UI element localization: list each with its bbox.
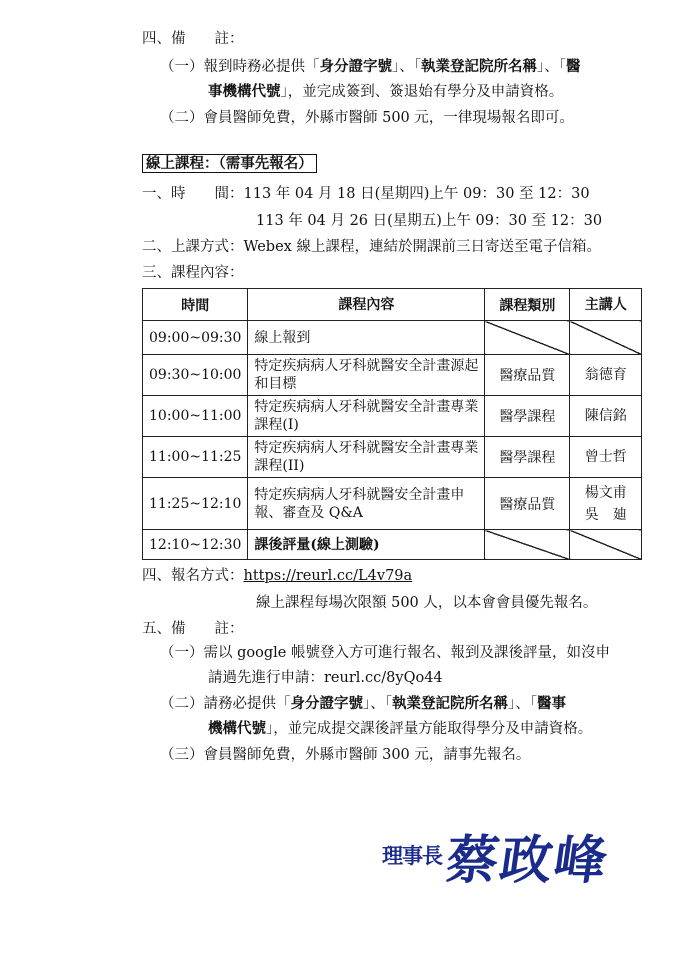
table-row bbox=[143, 396, 642, 437]
row-time: 09:00~09:30 bbox=[143, 321, 248, 355]
online-course-title: 線上課程：（需事先報名） bbox=[142, 154, 317, 174]
row-speaker-empty bbox=[570, 530, 642, 560]
speaker-name-1: 楊文甫 bbox=[584, 484, 627, 501]
row-content: 特定疾病病人牙科就醫安全計畫專業課程(II) bbox=[248, 437, 485, 478]
remark-item-2: （二）會員醫師免費，外縣市醫師 500 元，一律現場報名即可。 bbox=[160, 110, 574, 126]
signature-title: 理事長 bbox=[382, 843, 442, 868]
remark2-item-2-cont: 機構代號」，並完成提交課後評量方能取得學分及申請資格。 bbox=[208, 720, 593, 737]
speaker-name-2: 吳 廸 bbox=[584, 506, 627, 523]
signature-name: 蔡政峰 bbox=[442, 830, 613, 891]
header-speaker: 主講人 bbox=[570, 289, 642, 321]
table-header-row bbox=[143, 289, 642, 321]
row-content: 特定疾病病人牙科就醫安全計畫專業課程(I) bbox=[248, 396, 485, 437]
row-time: 11:25~12:10 bbox=[143, 478, 248, 530]
table-row bbox=[143, 530, 642, 560]
row-time: 09:30~10:00 bbox=[143, 355, 248, 396]
row-category: 醫學課程 bbox=[485, 396, 570, 437]
table-row bbox=[143, 478, 642, 530]
row-content: 課後評量(線上測驗) bbox=[248, 530, 485, 560]
row-speaker bbox=[570, 478, 642, 530]
remark-item-1-cont: 事機構代號」，並完成簽到、簽退始有學分及申請資格。 bbox=[208, 83, 564, 100]
table-row bbox=[143, 437, 642, 478]
row-speaker: 陳信銘 bbox=[570, 396, 642, 437]
header-time: 時間 bbox=[143, 289, 248, 321]
row-speaker: 曾士哲 bbox=[570, 437, 642, 478]
row-time: 10:00~11:00 bbox=[143, 396, 248, 437]
row-category: 醫學課程 bbox=[485, 437, 570, 478]
row-time: 12:10~12:30 bbox=[143, 530, 248, 560]
registration-link[interactable]: https://reurl.cc/L4v79a bbox=[243, 568, 413, 584]
row-speaker-empty bbox=[570, 321, 642, 355]
row-content: 特定疾病病人牙科就醫安全計畫申報、審查及 Q&A bbox=[248, 478, 485, 530]
course-table bbox=[142, 288, 642, 560]
header-content: 課程內容 bbox=[248, 289, 485, 321]
row-content: 特定疾病病人牙科就醫安全計畫源起和目標 bbox=[248, 355, 485, 396]
registration-line bbox=[142, 566, 412, 586]
remarks-heading: 四、備 註： bbox=[142, 31, 244, 47]
row-speaker: 翁德育 bbox=[570, 355, 642, 396]
row-category-empty bbox=[485, 530, 570, 560]
row-category: 醫療品質 bbox=[485, 355, 570, 396]
course-content-heading: 三、課程內容： bbox=[142, 265, 244, 281]
course-time-1: 一、時 間：113 年 04 月 18 日(星期四)上午 09：30 至 12：30 bbox=[142, 186, 590, 202]
registration-label: 四、報名方式： bbox=[142, 568, 244, 584]
remarks2-heading: 五、備 註： bbox=[142, 621, 244, 637]
row-category: 醫療品質 bbox=[485, 478, 570, 530]
registration-note: 線上課程每場次限額 500 人，以本會會員優先報名。 bbox=[256, 595, 598, 611]
row-category-empty bbox=[485, 321, 570, 355]
remark2-item-2: （二）請務必提供「身分證字號」、「執業登記院所名稱」、「醫事 bbox=[160, 695, 566, 712]
header-category: 課程類別 bbox=[485, 289, 570, 321]
remark2-item-1: （一）需以 google 帳號登入方可進行報名、報到及課後評量，如沒申 bbox=[160, 645, 610, 661]
row-content: 線上報到 bbox=[248, 321, 485, 355]
remark2-item-3: （三）會員醫師免費，外縣市醫師 300 元，請事先報名。 bbox=[160, 747, 531, 763]
row-time: 11:00~11:25 bbox=[143, 437, 248, 478]
table-row bbox=[143, 355, 642, 396]
remark2-item-1-cont: 請過先進行申請：reurl.cc/8yQo44 bbox=[208, 670, 443, 686]
table-row bbox=[143, 321, 642, 355]
remark-item-1: （一）報到時務必提供「身分證字號」、「執業登記院所名稱」、「醫 bbox=[160, 58, 581, 75]
course-method: 二、上課方式：Webex 線上課程，連結於開課前三日寄送至電子信箱。 bbox=[142, 239, 601, 255]
course-time-2: 113 年 04 月 26 日(星期五)上午 09：30 至 12：30 bbox=[256, 213, 603, 229]
